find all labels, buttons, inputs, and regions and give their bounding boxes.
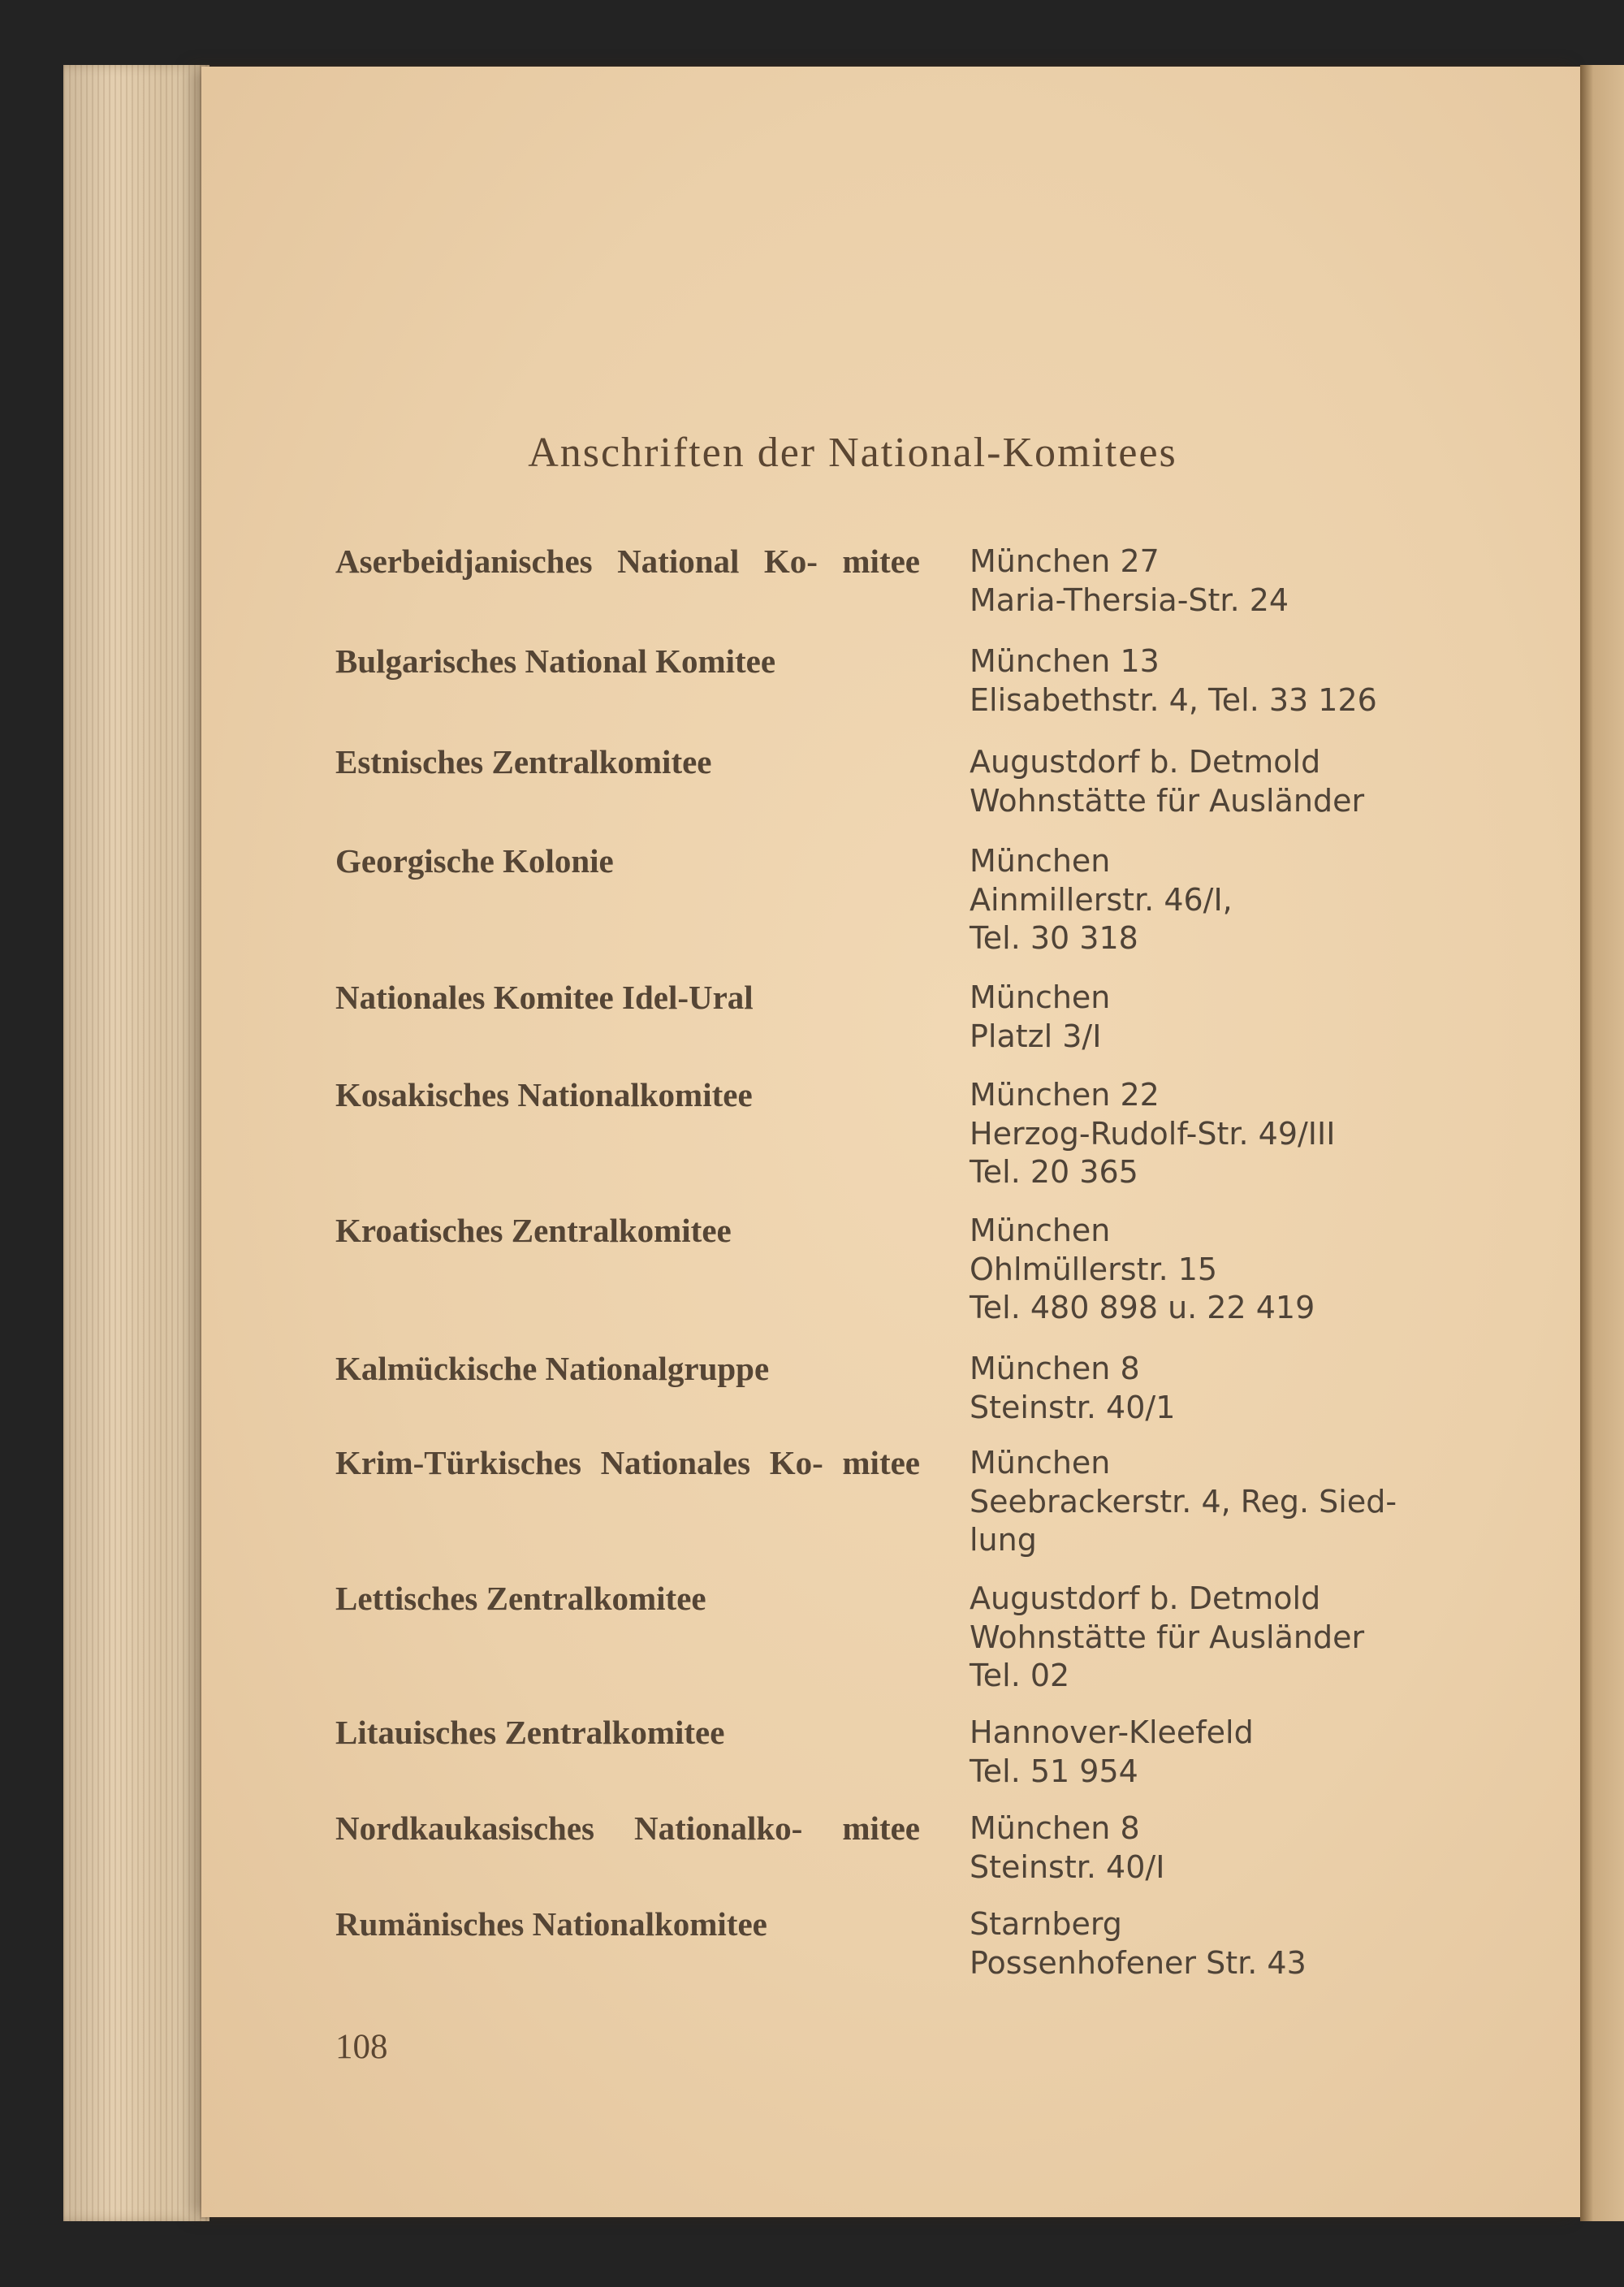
committee-address: München Seebrackerstr. 4, Reg. Sied- lung (970, 1445, 1397, 1558)
committee-name: Litauisches Zentralkomitee (335, 1714, 725, 1751)
committee-name: Lettisches Zentralkomitee (335, 1580, 706, 1617)
committee-name: Krim-Türkisches Nationales Ko- mitee (335, 1444, 920, 1481)
committee-name: Nordkaukasisches Nationalko- mitee (335, 1809, 920, 1847)
committee-address: Augustdorf b. Detmold Wohnstätte für Ausländer (970, 744, 1365, 819)
committee-name: Nationales Komitee Idel-Ural (335, 979, 754, 1016)
committee-address: München 8 Steinstr. 40/1 (970, 1351, 1176, 1425)
committee-address: Augustdorf b. Detmold Wohnstätte für Ausländer Tel. 02 (970, 1580, 1365, 1693)
committee-address: München Ohlmüllerstr. 15 Tel. 480 898 u. 22 419 (970, 1213, 1315, 1325)
committee-address: München 22 Herzog-Rudolf-Str. 49/III Tel. 20 365 (970, 1077, 1336, 1190)
committee-name: Bulgarisches National Komitee (335, 642, 776, 680)
book-page-edges (63, 65, 209, 2221)
page-title: Anschriften der National-Komitees (528, 430, 1177, 476)
committee-name: Rumänisches Nationalkomitee (335, 1905, 767, 1943)
committee-address: München 8 Steinstr. 40/I (970, 1810, 1165, 1885)
committee-address: Starnberg Possenhofener Str. 43 (970, 1906, 1307, 1981)
page-number: 108 (335, 2028, 388, 2066)
committee-name: Georgische Kolonie (335, 842, 614, 880)
facing-page-edge (1580, 65, 1624, 2221)
committee-address: München 13 Elisabethstr. 4, Tel. 33 126 (970, 643, 1377, 718)
committee-name: Kosakisches Nationalkomitee (335, 1076, 753, 1113)
committee-name: Kalmückische Nationalgruppe (335, 1350, 770, 1387)
page-edge-lines (63, 65, 209, 2221)
committee-name: Estnisches Zentralkomitee (335, 743, 712, 780)
committee-name: Kroatisches Zentralkomitee (335, 1212, 732, 1249)
committee-address: Hannover-Kleefeld Tel. 51 954 (970, 1714, 1254, 1789)
committee-name: Aserbeidjanisches National Ko- mitee (335, 543, 920, 580)
committee-address: München Ainmillerstr. 46/I, Tel. 30 318 (970, 843, 1233, 956)
committee-address: München 27 Maria-Thersia-Str. 24 (970, 543, 1289, 618)
committee-address: München Platzl 3/I (970, 979, 1111, 1054)
